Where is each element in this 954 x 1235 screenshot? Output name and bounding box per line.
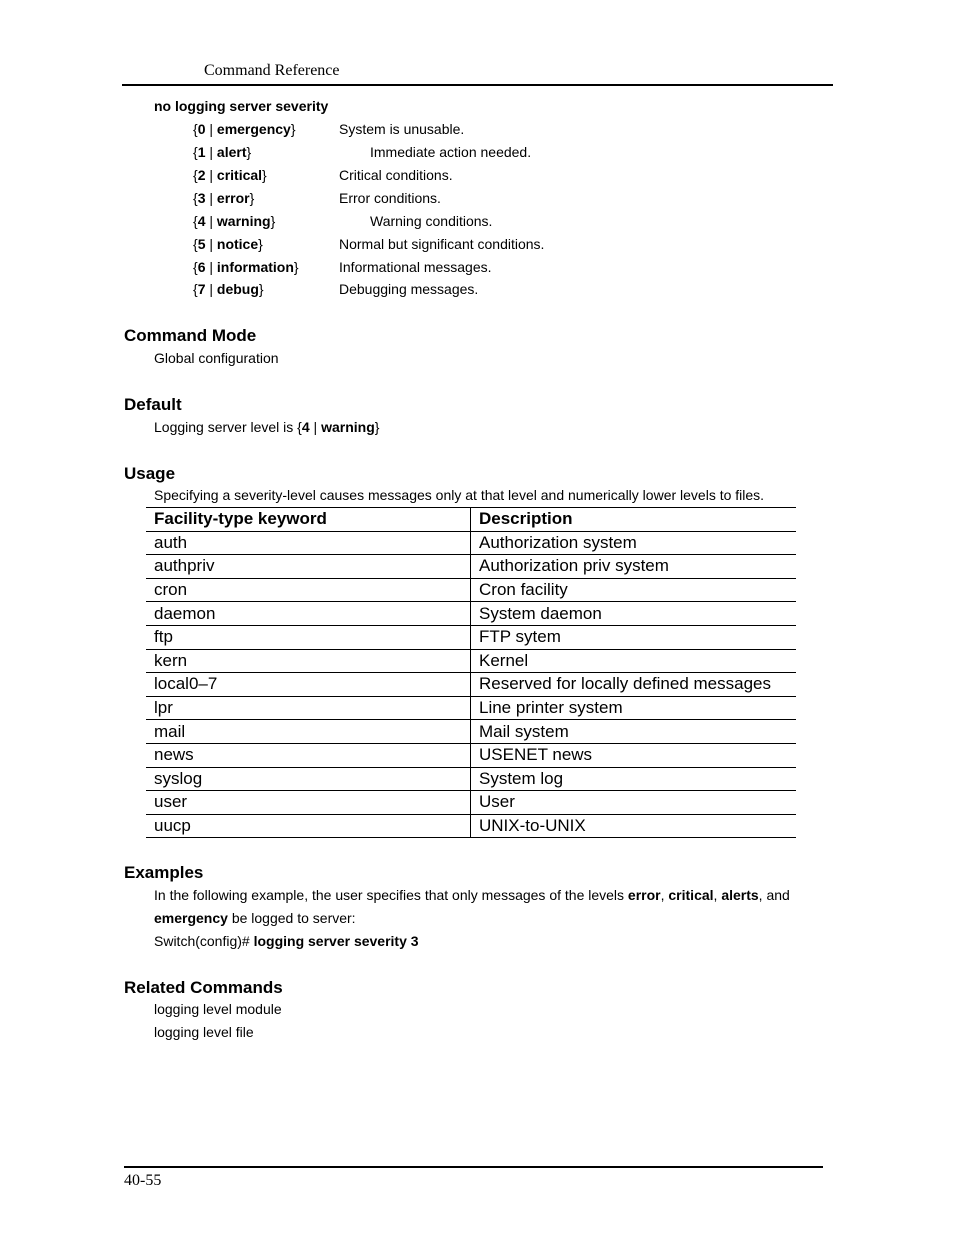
section-heading-examples: Examples xyxy=(124,863,204,882)
command-mode-text: Global configuration xyxy=(154,350,279,366)
severity-description: System is unusable. xyxy=(339,121,465,137)
facility-description: System daemon xyxy=(471,602,797,626)
facility-description: Mail system xyxy=(471,720,797,744)
severity-description: Error conditions. xyxy=(339,190,441,206)
facility-keyword: mail xyxy=(146,720,471,744)
table-row xyxy=(146,531,796,555)
facility-keyword: kern xyxy=(146,649,471,673)
command-syntax: no logging server severity xyxy=(154,98,329,114)
table-row xyxy=(146,743,796,767)
usage-text: Specifying a severity-level causes messages only at that level and numerically lower levels to files. xyxy=(154,487,765,503)
table-header-row xyxy=(146,508,796,532)
header-rule xyxy=(122,84,833,86)
footer-rule xyxy=(124,1166,823,1168)
facility-keyword: news xyxy=(146,743,471,767)
table-row xyxy=(146,814,796,838)
section-heading-related-commands: Related Commands xyxy=(124,978,283,997)
facility-keyword: user xyxy=(146,791,471,815)
facility-keyword: local0–7 xyxy=(146,673,471,697)
facility-description: UNIX-to-UNIX xyxy=(471,814,797,838)
severity-keyword: {2 | critical} xyxy=(193,167,267,183)
severity-description: Normal but significant conditions. xyxy=(339,236,545,252)
table-row xyxy=(146,791,796,815)
column-header: Facility-type keyword xyxy=(146,508,471,532)
table-row xyxy=(146,555,796,579)
severity-description: Warning conditions. xyxy=(370,213,493,229)
table-row xyxy=(146,673,796,697)
facility-keyword: authpriv xyxy=(146,555,471,579)
severity-description: Critical conditions. xyxy=(339,167,453,183)
running-header: Command Reference xyxy=(204,62,340,79)
section-heading-default: Default xyxy=(124,395,182,414)
severity-keyword: {1 | alert} xyxy=(193,144,252,160)
facility-description: USENET news xyxy=(471,743,797,767)
severity-keyword: {6 | information} xyxy=(193,259,299,275)
severity-keyword: {4 | warning} xyxy=(193,213,276,229)
facility-description: Reserved for locally defined messages xyxy=(471,673,797,697)
facility-keyword: ftp xyxy=(146,625,471,649)
severity-keyword: {5 | notice} xyxy=(193,236,263,252)
severity-keyword: {7 | debug} xyxy=(193,281,264,297)
severity-keyword: {0 | emergency} xyxy=(193,121,296,137)
table-row xyxy=(146,767,796,791)
facility-keyword: uucp xyxy=(146,814,471,838)
section-heading-command-mode: Command Mode xyxy=(124,326,257,345)
table-row xyxy=(146,578,796,602)
facility-description: Authorization system xyxy=(471,531,797,555)
table-row xyxy=(146,649,796,673)
column-header: Description xyxy=(471,508,797,532)
table-row xyxy=(146,720,796,744)
page-number: 40-55 xyxy=(124,1172,162,1189)
facility-description: System log xyxy=(471,767,797,791)
facility-description: Cron facility xyxy=(471,578,797,602)
section-heading-usage: Usage xyxy=(124,464,176,483)
facility-keyword: auth xyxy=(146,531,471,555)
example-command: Switch(config)# logging server severity 3 xyxy=(154,933,419,949)
related-command-item: logging level module xyxy=(154,1001,282,1017)
facility-keyword: cron xyxy=(146,578,471,602)
facility-keyword: daemon xyxy=(146,602,471,626)
table-row xyxy=(146,696,796,720)
table-row xyxy=(146,625,796,649)
severity-description: Debugging messages. xyxy=(339,281,479,297)
examples-text-line1: In the following example, the user specifies that only messages of the levels error, critical, alerts, and xyxy=(154,887,790,903)
facility-description: Line printer system xyxy=(471,696,797,720)
default-text: Logging server level is {4 | warning} xyxy=(154,419,380,435)
facility-table xyxy=(146,507,796,838)
facility-description: Authorization priv system xyxy=(471,555,797,579)
facility-description: Kernel xyxy=(471,649,797,673)
severity-description: Informational messages. xyxy=(339,259,492,275)
table-row xyxy=(146,602,796,626)
facility-description: FTP sytem xyxy=(471,625,797,649)
related-command-item: logging level file xyxy=(154,1024,254,1040)
severity-description: Immediate action needed. xyxy=(370,144,532,160)
facility-keyword: syslog xyxy=(146,767,471,791)
facility-description: User xyxy=(471,791,797,815)
severity-keyword: {3 | error} xyxy=(193,190,255,206)
facility-keyword: lpr xyxy=(146,696,471,720)
examples-text-line2: emergency be logged to server: xyxy=(154,910,356,926)
